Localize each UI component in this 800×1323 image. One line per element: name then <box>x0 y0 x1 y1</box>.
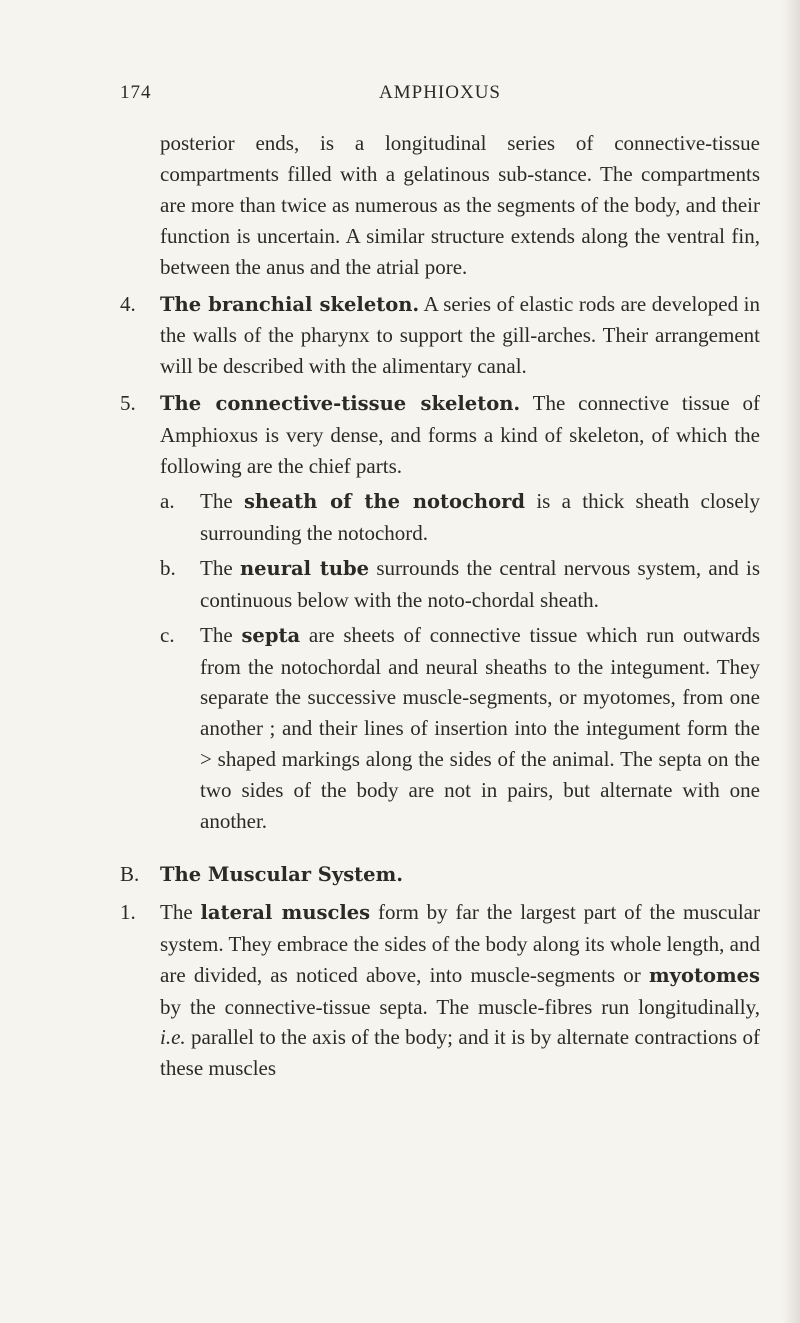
item-number: 4. <box>120 291 136 316</box>
item-term: The connective-tissue skeleton. <box>160 392 521 416</box>
item-lead: The <box>160 899 201 924</box>
section-title-wrap <box>144 859 760 891</box>
sub-item-term: neural tube <box>239 556 370 580</box>
sub-item-body <box>200 553 760 616</box>
sub-item-term: sheath of the notochord <box>243 489 526 513</box>
sub-item-body <box>200 486 760 549</box>
sub-item-text: are sheets of connective tissue which run outwards from the notochordal and neural sheaths to the integument. They separate the successive muscle-segments, or myotomes, from one another ; and their lines of insertion into the integument form the > shaped markings along the sides of the animal. The septa on the two sides of the body are not in pairs, but alternate with one another. <box>200 622 760 834</box>
sub-item-lead: The <box>200 488 244 513</box>
item-term-myotomes: myotomes <box>648 963 760 987</box>
item-number: 5. <box>120 391 136 416</box>
sub-item-lead: The <box>200 622 242 647</box>
body-text <box>120 128 760 1084</box>
sub-item-text: is a thick sheath closely surrounding the notochord. <box>200 488 760 545</box>
list-item-4 <box>120 289 760 383</box>
item-abbrev: i.e. <box>160 1025 186 1050</box>
sub-item-term: septa <box>241 623 301 647</box>
sub-item-a <box>160 486 760 549</box>
sub-item-text: surrounds the central nervous system, and is continuous below with the noto-chordal sheath. <box>200 555 761 612</box>
list-item-1 <box>120 897 760 1084</box>
intro-paragraph: posterior ends, is a longitudinal series of connective-tissue compartments filled with a gelatinous sub-stance. The compartments are more than twice as numerous as the segments of the body, and their function is uncertain. A similar structure extends along the ventral fin, between the anus and the atrial pore. <box>160 131 760 279</box>
sub-item-letter: a. <box>160 488 175 513</box>
section-heading-b <box>120 859 760 891</box>
page-header <box>120 82 760 112</box>
item-term: The branchial skeleton. <box>160 292 420 316</box>
sub-item-letter: c. <box>160 622 175 647</box>
item-body <box>160 289 760 383</box>
sub-item-b <box>160 553 760 616</box>
item-text: The connective tissue of Amphioxus is very dense, and forms a kind of skeleton, of which the following are the chief parts. <box>160 391 760 479</box>
item-body <box>160 388 760 482</box>
section-letter: B. <box>120 861 140 886</box>
sub-item-c <box>160 620 760 837</box>
item-text-2: by the connective-tissue septa. The muscle-fibres run longitudinally, <box>160 994 760 1019</box>
item-term: lateral muscles <box>200 900 371 924</box>
item-text-3: parallel to the axis of the body; and it is by alternate contractions of these muscles <box>160 1025 760 1081</box>
section-title: The Muscular System. <box>160 862 404 886</box>
item-number: 1. <box>120 899 136 924</box>
sub-item-letter: b. <box>160 555 176 580</box>
sub-item-lead: The <box>200 555 240 580</box>
item-text: form by far the largest part of the muscular system. They embrace the sides of the body along its whole length, and are divided, as noticed above, into muscle-segments or <box>160 899 760 987</box>
item-text: A series of elastic rods are developed in the walls of the pharynx to support the gill-arches. Their arrangement will be described with the alimentary canal. <box>160 291 760 379</box>
sub-item-body <box>200 620 760 837</box>
item-body <box>160 897 760 1084</box>
list-item-5 <box>120 388 760 482</box>
page-edge-shadow <box>782 0 800 1323</box>
running-head: AMPHIOXUS <box>379 82 501 103</box>
page-number: 174 <box>120 82 152 103</box>
